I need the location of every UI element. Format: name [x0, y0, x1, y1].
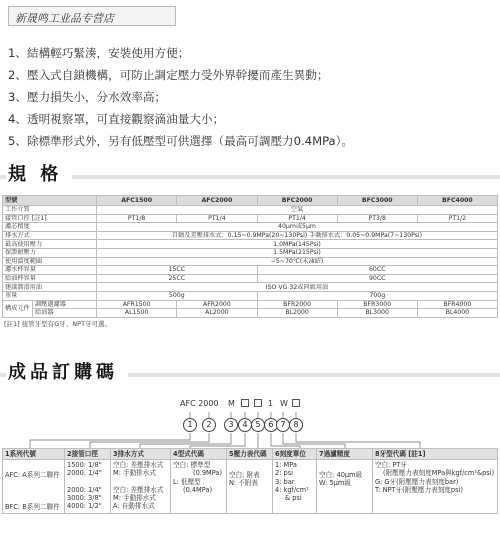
- order-code-letter: 1: [268, 399, 274, 408]
- order-code-letter: W: [280, 399, 288, 408]
- index-circle: 1: [183, 418, 197, 432]
- table-row: 接管口徑 [註1] PT1/8 PT1/4 PT1/4 PT3/8 PT1/2: [3, 214, 498, 223]
- section-divider: [0, 175, 500, 179]
- spec-table: [2, 195, 498, 318]
- feature-item: 4、透明視察罩，可直接觀察滴油量大小；: [8, 112, 225, 126]
- table-row: 濾芯精度 40μm或5μm: [3, 223, 498, 232]
- index-circle: 8: [289, 418, 303, 432]
- feature-item: 3、壓力損失小，分水效率高；: [8, 90, 167, 104]
- index-circle: 3: [224, 418, 238, 432]
- table-row: 最高使用壓力 1.0MPa(145Psi): [3, 240, 498, 249]
- code-slot: [292, 399, 300, 407]
- spec-section-header: [0, 160, 500, 190]
- table-row: 建議潤滑用油 ISO VG 32或同級用油: [3, 283, 498, 292]
- index-circle: 2: [202, 418, 216, 432]
- code-slot: [241, 399, 249, 407]
- order-section-header: [0, 358, 500, 388]
- spec-footnote: [註1] 接管牙型有G牙、NPT牙可選。: [4, 320, 112, 328]
- index-circle: 7: [276, 418, 290, 432]
- table-header-row: 1系列代號 2接管口徑 3排水方式 4型式代碼 5壓力表代碼 6刻度單位 7過濾精度 8牙型代碼 [註1]: [3, 449, 498, 460]
- table-header-row: 型號 AFC1500 AFC2000 BFC2000 BFC3000 BFC4000: [3, 196, 498, 206]
- feature-item: 5、除標準形式外，另有低壓型可供選擇（最高可調壓力0.4MPa）。: [8, 134, 354, 148]
- order-code-table: [2, 448, 498, 514]
- table-row: 使用溫度範圍 −5~70℃(未凍結): [3, 257, 498, 266]
- order-code-prefix: AFC 2000: [180, 399, 219, 408]
- table-row: 構成元件 調壓過濾器 AFR1500 AFR2000 BFR2000 BFR3000 BFR4000: [3, 300, 498, 309]
- feature-item: 2、壓入式自鎖機構，可防止調定壓力受外界幹擾而產生異動；: [8, 68, 329, 82]
- feature-item: 1、結構輕巧緊湊，安裝使用方便；: [8, 46, 190, 60]
- index-circle: 6: [264, 418, 278, 432]
- spec-section-title: 規 格: [6, 160, 72, 190]
- store-tag: 新晟鸣工业品专营店: [8, 6, 176, 26]
- table-row: 給油器 AL1500 AL2000 BL2000 BL3000 BL4000: [3, 309, 498, 318]
- order-code-pattern: [0, 399, 500, 411]
- table-row: 濾水杯容量 15CC 60CC: [3, 266, 498, 275]
- table-row: 工作介質 空氣: [3, 206, 498, 215]
- table-row: 給油杯容量 25CC 90CC: [3, 274, 498, 283]
- table-row: 保證耐壓力 1.5MPa(215Psi): [3, 248, 498, 257]
- table-row: 排水方式 自動及差壓排水式：0.15~0.9MPa(20~130Psi) 手動排水式：0.05~0.9MPa(7~130Psi): [3, 231, 498, 240]
- table-row: 重量 500g 700g: [3, 291, 498, 300]
- feature-list: [8, 42, 498, 152]
- order-code-index: [0, 418, 500, 434]
- index-circle: 5: [251, 418, 265, 432]
- table-row: AFC: A系列二聯件 BFC: B系列二聯件 1500: 1/8" 2000: 1/4" 2000: 1/4" 3000: 3/8" 4000: 1/2" 空白: 差壓排水式 M: 手動排水式 空白: 差壓排水式 M: 手動排水式 A: 自動排水式 空白: 標準型 (0.9MPa) L: 低壓型 (0.4MPa) 空白: 附表 N: 不附表 1: MPa 2: psi 3: bar 4: kgf/cm² & psi 空白: 40μm級 W: 5μm級 空白: PT牙 (附壓壓力表刻度MPa與kgf/cm²&psi) G: G牙(附壓壓力表刻度bar) T: NPT牙(附壓壓力表刻度psi): [3, 460, 498, 513]
- code-slot: [254, 399, 262, 407]
- order-code-letter: M: [228, 399, 235, 408]
- index-circle: 4: [238, 418, 252, 432]
- order-section-title: 成品訂購碼: [6, 358, 128, 388]
